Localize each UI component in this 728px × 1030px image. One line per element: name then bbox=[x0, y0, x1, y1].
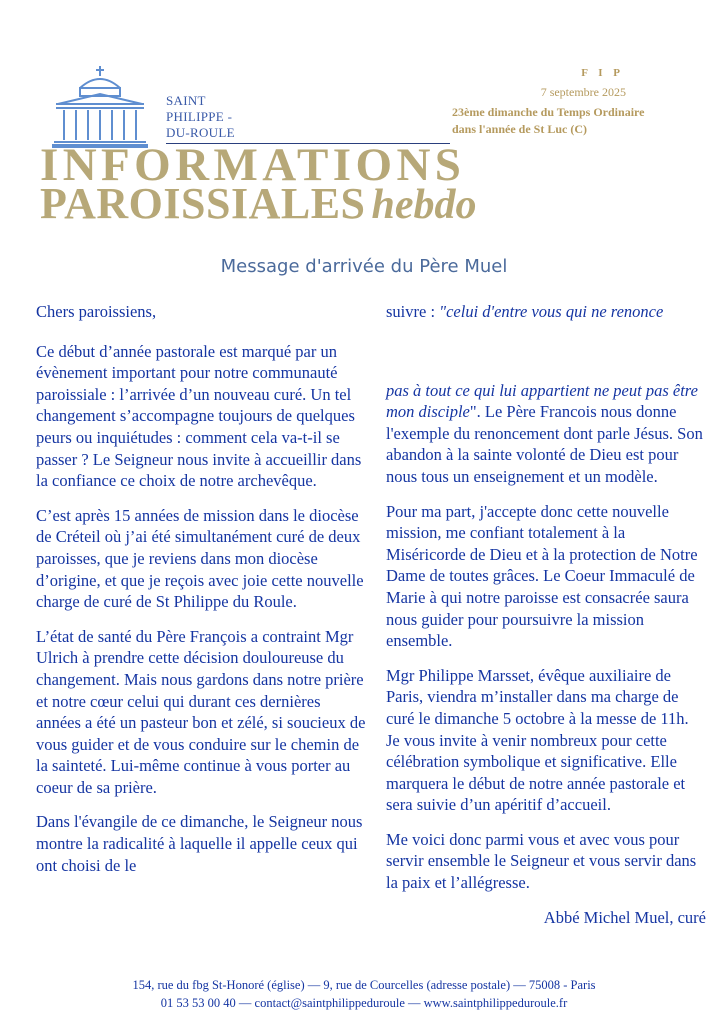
parish-name-line2: PHILIPPE - bbox=[166, 109, 233, 124]
masthead-hebdo: hebdo bbox=[371, 182, 477, 228]
gospel-quote-part-2: pas à tout ce qui lui appartient ne peut pas être mon disciple bbox=[386, 380, 698, 422]
paragraph-6 bbox=[386, 380, 706, 488]
liturgical-sunday-line2: dans l'année de St Luc (C) bbox=[452, 122, 588, 136]
paragraph-3: L’état de santé du Père François a contraint Mgr Ulrich à prendre cette décision douloureuse du changement. Mais nous gardons dans notre prière et notre cœur celui qui durant ces dernières années a été un pasteur bon et zélé, si soucieux de vous guider et de vous conduire sur le chemin de la sainteté. Lui-même continue à vous porter au coeur de sa prière. bbox=[36, 626, 366, 797]
paragraph-1: Ce début d’année pastorale est marqué par un évènement important pour notre communauté paroissiale : l’arrivée d’un nouveau curé. Un tel changement s’accompagne toujours de quelques peurs ou inquiétudes : comment cela va-t-il se passer ? Le Seigneur nous invite à accueillir dans la confiance ce choix de notre archevêque. bbox=[36, 341, 362, 491]
article-title: Message d'arrivée du Père Muel bbox=[220, 256, 508, 277]
paragraph-8: Mgr Philippe Marsset, évêque auxiliaire de Paris, viendra m’installer dans ma charge de curé le dimanche 5 octobre à la messe de 11h. Je vous invite à venir nombreux pour cette célébration symbolique et significative. Elle marquera le début de notre année pastorale et sera suivie d’un apéritif d’accueil. bbox=[386, 665, 689, 815]
parish-name-line3: DU-ROULE bbox=[166, 125, 235, 140]
paragraph-7: Pour ma part, j'accepte donc cette nouvelle mission, me confiant totalement à la Miséricorde de Dieu et à la protection de Notre Dame de toutes grâces. Le Coeur Immaculé de Marie à qui notre paroisse est consacrée saura nous guider pour poursuivre la mission ensemble. bbox=[386, 501, 698, 651]
liturgical-sunday bbox=[452, 104, 644, 138]
paragraph-4: Dans l'évangile de ce dimanche, le Seigneur nous montre la radicalité à laquelle il appelle ceux qui ont choisi de le bbox=[36, 812, 363, 875]
masthead-paroissiales-text: PAROISSIALES bbox=[40, 179, 366, 228]
church-logo bbox=[52, 64, 164, 148]
left-column bbox=[36, 301, 366, 889]
liturgical-sunday-line1: 23ème dimanche du Temps Ordinaire bbox=[452, 105, 645, 119]
gospel-quote-part-1: "celui d'entre vous qui ne renonce bbox=[439, 302, 664, 321]
fip-label: F I P bbox=[581, 67, 624, 79]
paragraph-2: C’est après 15 années de mission dans le diocèse de Créteil où j’ai été simultanément curé de deux paroisses, que je reviens dans mon diocèse d’origine, et que je reçois avec joie cette nouvelle charge de curé de St Philippe du Roule. bbox=[36, 505, 364, 612]
footer-contact: 01 53 53 00 40 — contact@saintphilippeduroule — www.saintphilippeduroule.fr bbox=[160, 996, 568, 1010]
paragraph-5-start: suivre : bbox=[386, 302, 440, 321]
greeting: Chers paroissiens, bbox=[36, 302, 157, 321]
masthead-paroissiales bbox=[40, 180, 477, 229]
paragraph-5 bbox=[386, 301, 706, 323]
right-column bbox=[386, 301, 706, 941]
parish-name bbox=[166, 93, 235, 141]
paragraph-9: Me voici donc parmi vous et avec vous pour servir ensemble le Seigneur et vous servir dans la paix et l’allégresse. bbox=[386, 829, 697, 893]
masthead-informations: INFORMATIONS bbox=[40, 139, 466, 191]
parish-name-line1: SAINT bbox=[166, 93, 206, 108]
footer bbox=[0, 976, 728, 1012]
footer-address: 154, rue du fbg St-Honoré (église) — 9, rue de Courcelles (adresse postale) — 75008 - Paris bbox=[132, 978, 596, 992]
signature: Abbé Michel Muel, curé bbox=[543, 907, 706, 927]
paragraph-6-rest: ". Le Père Francois nous donne l'exemple du renoncement dont parle Jésus. Son abandon à la sainte volonté de Dieu est pour nous tous un enseignement et un modèle. bbox=[386, 402, 703, 486]
issue-date: 7 septembre 2025 bbox=[540, 85, 626, 99]
